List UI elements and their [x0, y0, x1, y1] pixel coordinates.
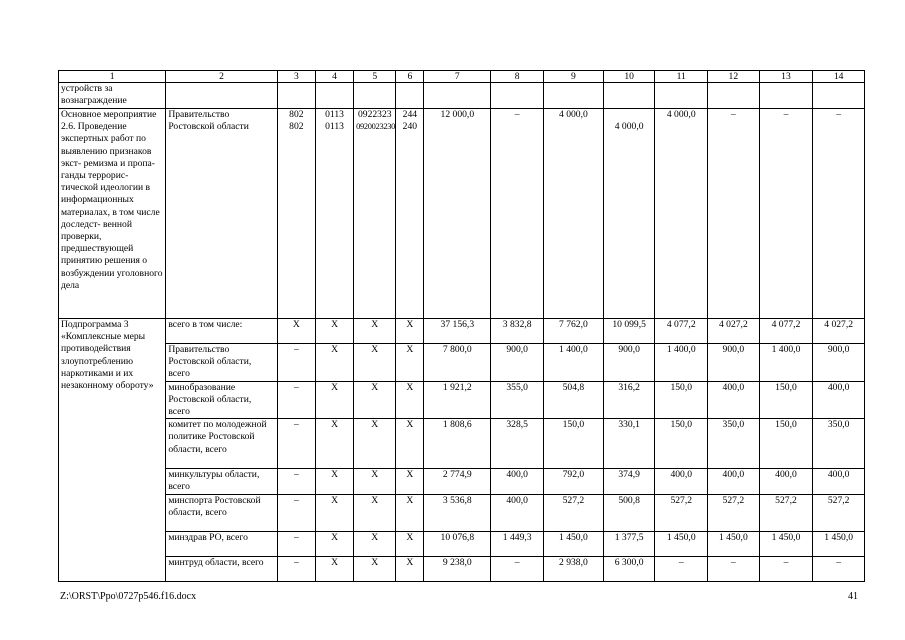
cell: [277, 83, 315, 109]
total-value: 1 921,2: [424, 381, 491, 419]
year-value: –: [813, 556, 865, 581]
target-code-1: 0922323: [357, 109, 392, 120]
column-number: 9: [543, 71, 603, 83]
target-code: Х: [354, 531, 396, 556]
year-value: 4 000,0: [543, 109, 603, 319]
column-number: 2: [166, 71, 277, 83]
cell: [813, 83, 865, 109]
year-value: 150,0: [655, 419, 708, 469]
table-row: [59, 494, 865, 531]
grbs-code-2: 802: [289, 121, 304, 133]
executor: комитет по молодежной политике Ростовской области, всего: [166, 419, 277, 469]
expense-code: Х: [396, 419, 424, 469]
column-number: 14: [813, 71, 865, 83]
year-value: 900,0: [603, 344, 655, 382]
column-number: 12: [708, 71, 760, 83]
total-value: 9 238,0: [424, 556, 491, 581]
section-code: Х: [315, 556, 353, 581]
year-value: 350,0: [813, 419, 865, 469]
year-value: –: [813, 109, 865, 319]
section-code: Х: [315, 531, 353, 556]
section-code-2: 0113: [325, 121, 344, 133]
grbs-code: –: [277, 381, 315, 419]
total-value: 7 800,0: [424, 344, 491, 382]
table-row: [59, 83, 865, 109]
column-number: 7: [424, 71, 491, 83]
year-value: 527,2: [543, 494, 603, 531]
column-number: 6: [396, 71, 424, 83]
year-value: 527,2: [655, 494, 708, 531]
expense-code: Х: [396, 319, 424, 344]
year-value: –: [708, 109, 760, 319]
cell: [543, 83, 603, 109]
column-number: 11: [655, 71, 708, 83]
year-value: –: [759, 556, 813, 581]
year-value: 400,0: [491, 469, 544, 494]
expense-code: [396, 109, 424, 319]
section-code: Х: [315, 469, 353, 494]
year-value: 328,5: [491, 419, 544, 469]
target-code: [354, 109, 396, 319]
page-number: 41: [848, 591, 858, 602]
section-code: Х: [315, 494, 353, 531]
table-row: [59, 319, 865, 344]
section-code: Х: [315, 419, 353, 469]
table-row: [59, 469, 865, 494]
table-row: [59, 109, 865, 319]
expense-code: Х: [396, 556, 424, 581]
table-row: [59, 419, 865, 469]
expense-code: Х: [396, 531, 424, 556]
year-value: 527,2: [708, 494, 760, 531]
grbs-code: –: [277, 419, 315, 469]
expense-code-2: 240: [402, 121, 418, 133]
expense-code: Х: [396, 494, 424, 531]
year-value: 150,0: [759, 381, 813, 419]
year-value: 150,0: [543, 419, 603, 469]
table-row: [59, 381, 865, 419]
grbs-code: –: [277, 469, 315, 494]
year-value: 900,0: [491, 344, 544, 382]
grbs-code: –: [277, 556, 315, 581]
target-code: Х: [354, 419, 396, 469]
year-value: 350,0: [708, 419, 760, 469]
column-number: 4: [315, 71, 353, 83]
section-code: [315, 109, 353, 319]
column-number: 8: [491, 71, 544, 83]
table-row: [59, 556, 865, 581]
expense-code-1: 244: [402, 109, 418, 120]
year-value: 330,1: [603, 419, 655, 469]
column-number: 10: [603, 71, 655, 83]
subprogram-name: Подпрограмма 3 «Комплексные меры противодействия злоупотреблению наркотиками и их незаконному обороту»: [59, 319, 166, 582]
total-value: 3 536,8: [424, 494, 491, 531]
year-value: 150,0: [759, 419, 813, 469]
year-value: –: [655, 556, 708, 581]
column-number: 13: [759, 71, 813, 83]
year-value: 4 077,2: [759, 319, 813, 344]
year-value: 400,0: [491, 494, 544, 531]
year-value: 7 762,0: [543, 319, 603, 344]
year-value: 400,0: [655, 469, 708, 494]
year-value: 6 300,0: [603, 556, 655, 581]
column-number: 3: [277, 71, 315, 83]
year-value: 4 027,2: [813, 319, 865, 344]
cell: [354, 83, 396, 109]
expense-code: Х: [396, 344, 424, 382]
total-value: 12 000,0: [424, 109, 491, 319]
executor: минздрав РО, всего: [166, 531, 277, 556]
executor: минтруд области, всего: [166, 556, 277, 581]
cell: [603, 83, 655, 109]
executor: Правительство Ростовской области, всего: [166, 344, 277, 382]
year-value: 400,0: [813, 469, 865, 494]
year-value: 10 099,5: [603, 319, 655, 344]
cell: [424, 83, 491, 109]
cell: [655, 83, 708, 109]
table-row: [59, 344, 865, 382]
executor: минкультуры области, всего: [166, 469, 277, 494]
year-value: 1 400,0: [759, 344, 813, 382]
table-row: [59, 531, 865, 556]
column-numbers-row: [59, 71, 865, 83]
year-value: 3 832,8: [491, 319, 544, 344]
executor: всего в том числе:: [166, 319, 277, 344]
executor: минобразование Ростовской области, всего: [166, 381, 277, 419]
column-number: 1: [59, 71, 166, 83]
year-value: 150,0: [655, 381, 708, 419]
measure-name: устройств за вознаграждение: [59, 83, 166, 109]
target-code: Х: [354, 319, 396, 344]
column-number: 5: [354, 71, 396, 83]
year-value: 792,0: [543, 469, 603, 494]
year-value: 400,0: [708, 469, 760, 494]
grbs-code: –: [277, 531, 315, 556]
file-path: Z:\ORST\Ppo\0727p546.f16.docx: [60, 591, 197, 602]
grbs-code: –: [277, 494, 315, 531]
grbs-code: [277, 109, 315, 319]
target-code: Х: [354, 494, 396, 531]
cell: [491, 83, 544, 109]
year-value: 4 000,0: [655, 109, 708, 319]
year-value: 1 450,0: [708, 531, 760, 556]
year-value: 374,9: [603, 469, 655, 494]
section-code: Х: [315, 381, 353, 419]
section-code: Х: [315, 344, 353, 382]
year-value: 1 450,0: [759, 531, 813, 556]
target-code: Х: [354, 556, 396, 581]
year-value: 400,0: [759, 469, 813, 494]
executor: Правительство Ростовской области: [166, 109, 277, 319]
cell: [708, 83, 760, 109]
year-value: 504,8: [543, 381, 603, 419]
target-code: Х: [354, 381, 396, 419]
year-value: 1 450,0: [813, 531, 865, 556]
executor: минспорта Ростовской области, всего: [166, 494, 277, 531]
year-value: 4 077,2: [655, 319, 708, 344]
year-value: 4 027,2: [708, 319, 760, 344]
year-value: –: [491, 109, 544, 319]
expense-code: Х: [396, 469, 424, 494]
grbs-code: Х: [277, 319, 315, 344]
year-value: 400,0: [708, 381, 760, 419]
measure-name: Основное мероприятие 2.6. Проведение экспертных работ по выявлению признаков экст- ремизма и пропа- ганды террорис- тической идеологии в информационных материалах, в том числе доследст- венной проверки, предшествующей принятию решения о возбуждении уголовного дела: [59, 109, 166, 319]
year-value: 400,0: [813, 381, 865, 419]
total-value: 2 774,9: [424, 469, 491, 494]
year-value: 1 449,3: [491, 531, 544, 556]
year-value: 1 400,0: [655, 344, 708, 382]
year-value: –: [491, 556, 544, 581]
grbs-code-1: 802: [289, 109, 304, 120]
total-value: 37 156,3: [424, 319, 491, 344]
total-value: 1 808,6: [424, 419, 491, 469]
section-code-1: 0113: [325, 109, 344, 120]
year-value: 500,8: [603, 494, 655, 531]
year-value: 2 938,0: [543, 556, 603, 581]
cell: [759, 83, 813, 109]
year-value: 527,2: [813, 494, 865, 531]
year-value: 1 377,5: [603, 531, 655, 556]
total-value: 10 076,8: [424, 531, 491, 556]
year-value: 355,0: [491, 381, 544, 419]
section-code: Х: [315, 319, 353, 344]
year-value: 527,2: [759, 494, 813, 531]
year-value: 900,0: [813, 344, 865, 382]
year-value: 316,2: [603, 381, 655, 419]
year-value: 1 400,0: [543, 344, 603, 382]
budget-table: [58, 70, 865, 582]
cell: [315, 83, 353, 109]
year-value: 1 450,0: [655, 531, 708, 556]
target-code: Х: [354, 469, 396, 494]
target-code-2: 0920023230: [356, 122, 396, 132]
cell: [396, 83, 424, 109]
executor: [166, 83, 277, 109]
year-value: –: [759, 109, 813, 319]
target-code: Х: [354, 344, 396, 382]
year-value: 4 000,0: [603, 109, 655, 319]
year-value: 1 450,0: [543, 531, 603, 556]
expense-code: Х: [396, 381, 424, 419]
year-value: 900,0: [708, 344, 760, 382]
year-value: –: [708, 556, 760, 581]
grbs-code: –: [277, 344, 315, 382]
